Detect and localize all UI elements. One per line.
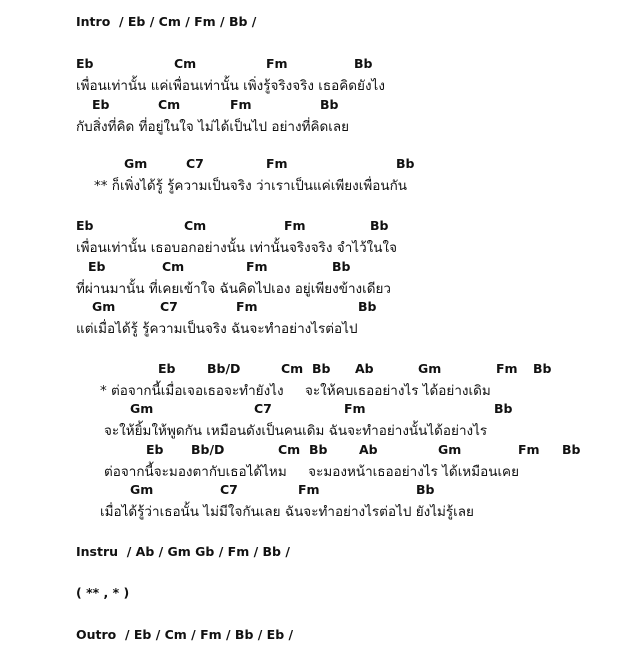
lyric-text: กับสิ่งที่คิด ที่อยู่ในใจ ไม่ได้เป็นไป อย่างที่คิดเลย [76,119,350,135]
chord-label: Fm [518,442,540,457]
chord-label: Bb/D [207,361,241,376]
chord-label: Cm [184,218,207,233]
chord-label: Gm [92,299,116,314]
chord-label: Bb [312,361,331,376]
lyric-text: เพื่อนเท่านั้น เธอบอกอย่างนั้น เท่านั้นจริงจริง จำไว้ในใจ [76,240,397,256]
chord-label: Ab [359,442,378,457]
repeat-marker: ( ** , * ) [76,585,130,600]
chord-label: Bb [358,299,377,314]
chord-label: Bb [370,218,389,233]
chord-label: Fm [246,259,268,274]
chord-label: Gm [130,401,154,416]
lyric-text: * ต่อจากนี้เมื่อเจอเธอจะทำยังไง จะให้คบเธออย่างไร ได้อย่างเดิม [100,383,491,399]
chord-label: Cm [162,259,185,274]
chord-label: Gm [130,482,154,497]
lyric-text: เมื่อได้รู้ว่าเธอนั้น ไม่มีใจกันเลย ฉันจะทำอย่างไรต่อไป ยังไม่รู้เลย [100,504,474,520]
chord-label: Bb [354,56,373,71]
instru-line: Instru / Ab / Gm Gb / Fm / Bb / [76,544,290,559]
chord-label: Bb [494,401,513,416]
chord-label: Cm [158,97,181,112]
chord-label: C7 [220,482,238,497]
chord-label: Fm [298,482,320,497]
chord-label: Cm [281,361,304,376]
lyric-text: ต่อจากนี้จะมองตากับเธอได้ไหม จะมองหน้าเธออย่างไร ได้เหมือนเคย [104,464,519,480]
chord-label: Bb [332,259,351,274]
chord-label: Fm [266,56,288,71]
chord-label: Fm [266,156,288,171]
chord-label: Eb [88,259,106,274]
chord-label: Fm [496,361,518,376]
lyric-text: ที่ผ่านมานั้น ที่เคยเข้าใจ ฉันคิดไปเอง อยู่เพียงข้างเดียว [76,281,392,297]
chord-label: Bb [533,361,552,376]
lyric-text: เพื่อนเท่านั้น แค่เพื่อนเท่านั้น เพิ่งรู้จริงจริง เธอคิดยังไง [76,78,385,94]
chord-label: Eb [76,218,94,233]
lyric-text: จะให้ยิ้มให้พูดกัน เหมือนดังเป็นคนเดิม ฉันจะทำอย่างนั้นได้อย่างไร [104,423,488,439]
outro-line: Outro / Eb / Cm / Fm / Bb / Eb / [76,627,294,642]
chord-label: Bb/D [191,442,225,457]
chord-label: Cm [174,56,197,71]
chord-label: Bb [396,156,415,171]
intro-line: Intro / Eb / Cm / Fm / Bb / [76,14,257,29]
lyric-text: แต่เมื่อได้รู้ รู้ความเป็นจริง ฉันจะทำอย่างไรต่อไป [76,321,358,337]
lyric-text: ** ก็เพิ่งได้รู้ รู้ความเป็นจริง ว่าเราเป็นแค่เพียงเพื่อนกัน [94,178,407,194]
chord-label: Cm [278,442,301,457]
chord-label: Gm [418,361,442,376]
chord-label: Eb [146,442,164,457]
chord-label: C7 [254,401,272,416]
chord-label: Eb [92,97,110,112]
chord-label: Gm [124,156,148,171]
chord-label: Bb [416,482,435,497]
chord-label: Fm [236,299,258,314]
chord-label: Eb [76,56,94,71]
chord-label: Bb [320,97,339,112]
chord-label: Fm [284,218,306,233]
chord-label: Gm [438,442,462,457]
chord-label: Eb [158,361,176,376]
chord-label: Ab [355,361,374,376]
chord-label: Bb [562,442,581,457]
chord-label: Bb [309,442,328,457]
chord-label: Fm [344,401,366,416]
chord-label: Fm [230,97,252,112]
chord-label: C7 [186,156,204,171]
chord-label: C7 [160,299,178,314]
